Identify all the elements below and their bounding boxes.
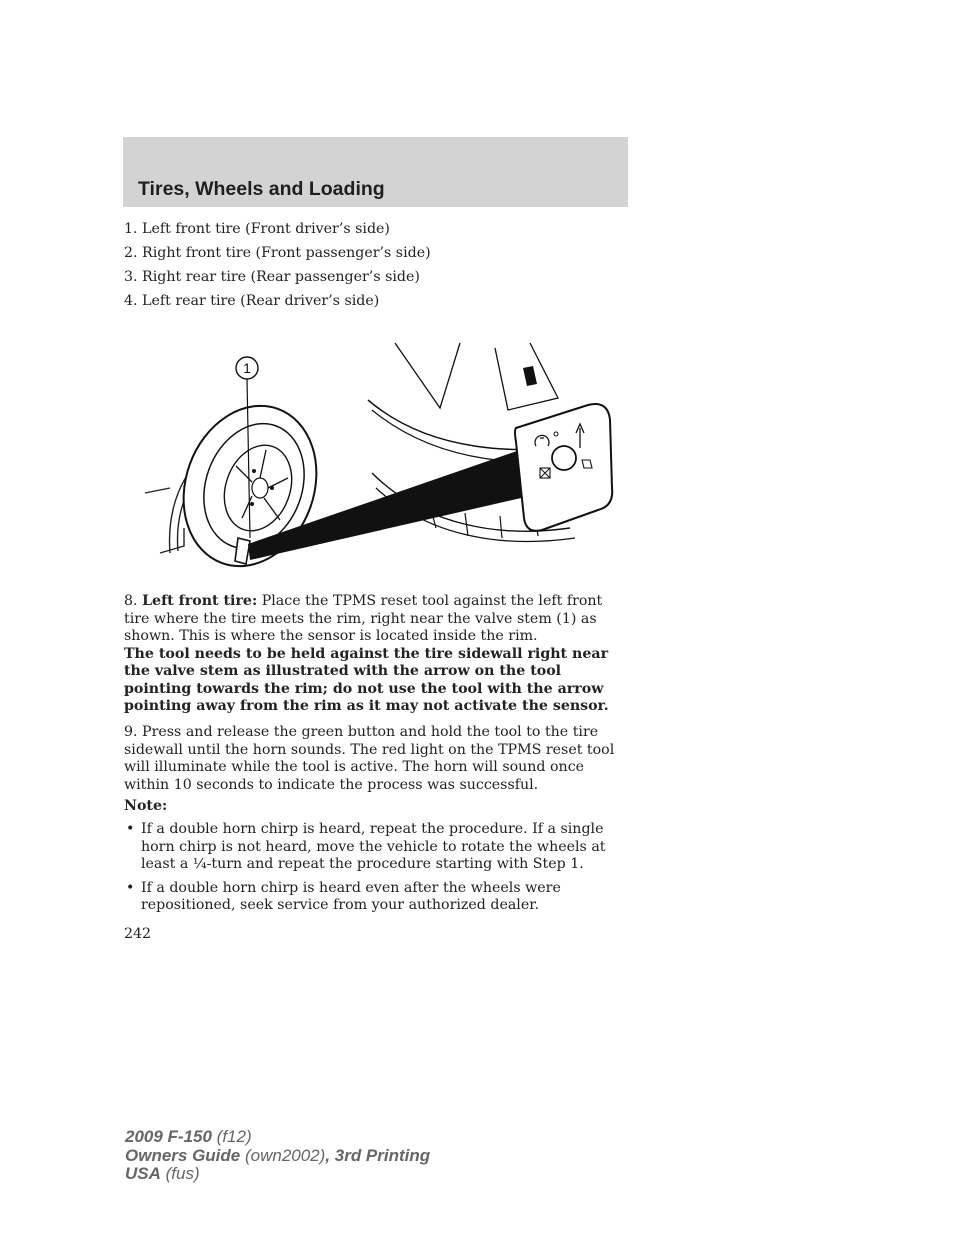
step-lead: Left front tire:: [142, 593, 258, 609]
page-number: 242: [124, 926, 152, 942]
green-button-icon: [552, 446, 576, 470]
callout-label: 1: [243, 360, 251, 376]
footer-line-1: 2009 F-150 (f12): [125, 1127, 252, 1146]
footer-line-2: Owners Guide (own2002), 3rd Printing: [125, 1145, 431, 1165]
bullet: •: [126, 821, 135, 837]
note-text: If a double horn chirp is heard even after the wheels were repositioned, seek service from your authorized dealer.: [141, 879, 561, 913]
note-label: Note:: [124, 798, 168, 814]
note-text: If a double horn chirp is heard, repeat the procedure. If a single horn chirp is not heard, move the vehicle to rotate the wheels at least a ¼-turn and repeat the procedure starting with Step 1.: [141, 821, 606, 872]
footer-line-3: USA (fus): [125, 1164, 200, 1183]
footer: [125, 1128, 430, 1184]
tpms-tool-illustration: [140, 338, 615, 570]
list-item: 3. Right rear tire (Rear passenger’s side): [124, 269, 420, 285]
step-9-text: 9. Press and release the green button and hold the tool to the tire sidewall until the horn sounds. The red light on the TPMS reset tool will illuminate while the tool is active. The horn will sound once within 10 seconds to indicate the process was successful.: [124, 724, 615, 793]
note-list: [124, 821, 629, 921]
list-item: [124, 821, 629, 874]
step-8-text: [124, 593, 629, 646]
step-body: Place the TPMS reset tool against the left front tire where the tire meets the rim, right near the valve stem (1) as shown. This is where the sensor is located inside the rim.: [124, 593, 603, 644]
warning-text: The tool needs to be held against the tire sidewall right near the valve stem as illustrated with the arrow on the tool pointing towards the rim; do not use the tool with the arrow pointing away from the rim as it may not activate the sensor.: [124, 645, 609, 714]
list-item: 1. Left front tire (Front driver’s side): [124, 221, 390, 237]
tpms-reset-tool: [515, 404, 612, 531]
list-item: 4. Left rear tire (Rear driver’s side): [124, 293, 380, 309]
bullet: •: [126, 879, 135, 896]
list-item: [124, 880, 629, 915]
step-number: 8.: [124, 593, 138, 609]
tire-order-list: [124, 221, 629, 317]
list-item: 2. Right front tire (Front passenger’s side): [124, 245, 431, 261]
step-8: [124, 593, 629, 716]
section-title: Tires, Wheels and Loading: [138, 178, 385, 200]
